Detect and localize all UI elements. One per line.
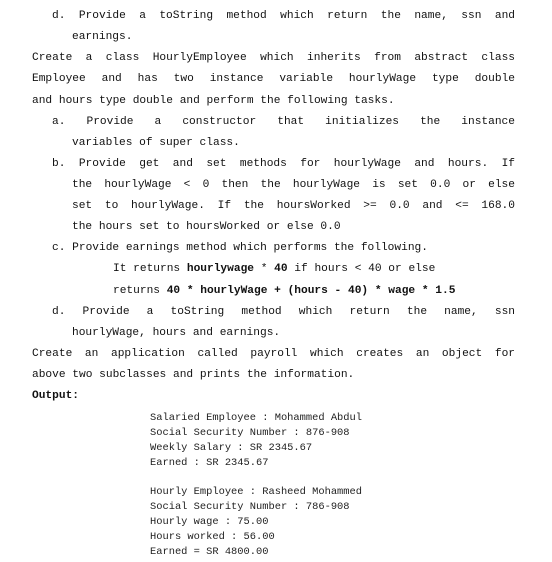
item-d-toString-line-1: d. Provide a toString method which return the name, ssn and — [52, 10, 515, 22]
output-line: Salaried Employee : Mohammed Abdul — [150, 412, 363, 424]
output-line: Weekly Salary : SR 2345.67 — [150, 442, 313, 454]
item-a-line-1: a. Provide a constructor that initializes the instance — [52, 116, 515, 128]
item-d2-line-1: d. Provide a toString method which return the name, ssn — [52, 306, 515, 318]
formula-operator: * — [254, 263, 275, 275]
formula-bold-term: hourlywage — [186, 263, 254, 275]
item-c-formula-line-2 — [113, 284, 455, 298]
item-b-line-4: the hours set to hoursWorked or else 0.0 — [72, 221, 341, 233]
formula-condition: if hours < 40 or else — [287, 263, 436, 275]
item-c-formula-line-1 — [113, 262, 435, 276]
paragraph-hourly-line-1: Create a class HourlyEmployee which inherits from abstract class — [32, 52, 515, 64]
item-b-line-3: set to hourlyWage. If the hoursWorked >= 0.0 and <= 168.0 — [72, 200, 515, 212]
item-b-line-2: the hourlyWage < 0 then the hourlyWage is set 0.0 or else — [72, 179, 515, 191]
formula-text: returns — [113, 285, 167, 297]
output-line: Hourly Employee : Rasheed Mohammed — [150, 486, 363, 498]
output-line: Social Security Number : 786-908 — [150, 501, 350, 513]
item-c-line-1: c. Provide earnings method which performs the following. — [52, 242, 428, 254]
formula-bold-expression: 40 * hourlyWage + (hours - 40) * wage * 1.5 — [166, 285, 456, 297]
output-line: Earned : SR 2345.67 — [150, 457, 269, 469]
item-b-line-1: b. Provide get and set methods for hourlyWage and hours. If — [52, 158, 515, 170]
output-line: Earned = SR 4800.00 — [150, 546, 269, 558]
paragraph-app-line-1: Create an application called payroll which creates an object for — [32, 348, 515, 360]
sample-output-block — [150, 411, 390, 560]
formula-bold-number: 40 — [274, 263, 288, 275]
output-line: Hourly wage : 75.00 — [150, 516, 269, 528]
item-d2-line-2: hourlyWage, hours and earnings. — [72, 327, 281, 339]
item-a-line-2: variables of super class. — [72, 137, 240, 149]
output-line: Social Security Number : 876-908 — [150, 427, 350, 439]
output-line: Hours worked : 56.00 — [150, 531, 275, 543]
paragraph-hourly-line-3: and hours type double and perform the following tasks. — [32, 95, 395, 107]
output-spacer — [150, 471, 390, 485]
output-heading: Output: — [32, 390, 79, 402]
paragraph-app-line-2: above two subclasses and prints the information. — [32, 369, 355, 381]
formula-text: It returns — [113, 263, 187, 275]
paragraph-hourly-line-2: Employee and has two instance variable hourlyWage type double — [32, 73, 515, 85]
item-d-toString-line-2: earnings. — [72, 31, 133, 43]
